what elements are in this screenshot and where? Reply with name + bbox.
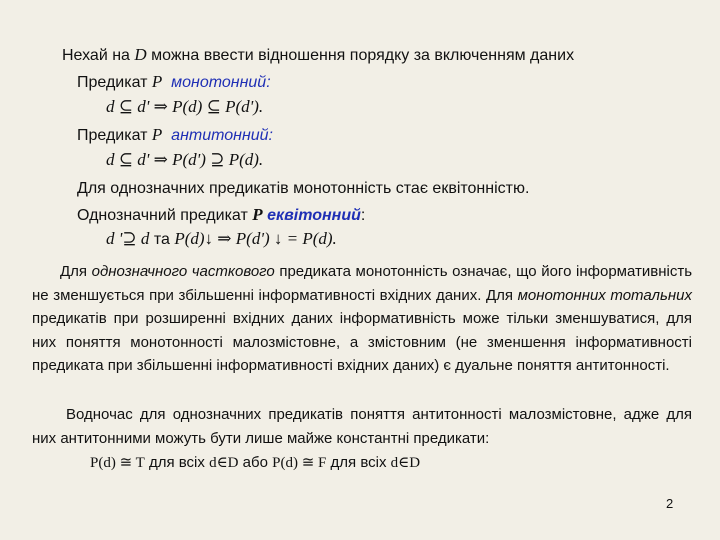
anti-term: антитонний:: [171, 127, 273, 144]
equi-label: Однозначний предикат: [77, 207, 253, 224]
final-t1: для всіх: [144, 454, 210, 471]
page-number: 2: [666, 496, 674, 511]
para1-s2: предиката монотонність означає, що його інформативність не зменшується при збільшенні інформативності вхідних даних. Для: [32, 263, 693, 304]
mono-label: Предикат: [77, 74, 152, 91]
intro-var: D: [134, 45, 147, 64]
anti-var: P: [151, 125, 163, 144]
paragraph-antitonicity: [32, 403, 692, 450]
equi-colon: :: [360, 207, 366, 224]
mono-line: [77, 72, 271, 93]
para1-i2: монотонних тотальних: [517, 286, 692, 304]
mono-formula: d ⊆ d' ⇒ P(d) ⊆ P(d').: [106, 97, 264, 116]
final-f3: P(d) ≅ F: [272, 455, 327, 471]
anti-label: Предикат: [77, 127, 152, 144]
equi-f1: d '⊇ d: [106, 229, 150, 248]
final-f2: d∈D: [209, 455, 239, 471]
intro-pre: Нехай на: [62, 47, 135, 64]
paragraph-monotonicity: [32, 260, 692, 378]
final-f4: d∈D: [390, 455, 421, 471]
para1-s3: предикатів при розширенні вхідних даних інформативність може тільки зменшуватися, для них поняття монотонності малозмістовне, а змістовним (не зменшення інформативності предиката при збільшенні інформативності вхідних даних) є дуальне поняття антитонності.: [32, 310, 692, 374]
equi-line: [77, 205, 365, 226]
final-t3: для всіх: [326, 454, 391, 471]
para1-i1: однозначного часткового: [91, 263, 275, 280]
anti-line: [77, 125, 273, 146]
final-f1: P(d) ≅ T: [90, 455, 145, 471]
final-formula: [90, 453, 420, 472]
equi-and: та: [149, 231, 175, 248]
anti-formula: d ⊆ d' ⇒ P(d') ⊇ P(d).: [106, 150, 264, 169]
para1-s1: Для: [60, 263, 92, 280]
equi-formula: [106, 229, 337, 249]
equi-f2: P(d)↓ ⇒ P(d') ↓ = P(d).: [174, 229, 337, 248]
intro-line: [62, 45, 574, 66]
mono-term: монотонний:: [171, 74, 271, 91]
intro-post: можна ввести відношення порядку за включенням даних: [146, 47, 575, 64]
equi-var: P: [252, 205, 263, 224]
statement-line: Для однозначних предикатів монотонність стає еквітонністю.: [77, 180, 530, 197]
para2-text: Водночас для однозначних предикатів поняття антитонності малозмістовне, адже для них антитонними можуть бути лише майже константні предикати:: [32, 406, 692, 447]
mono-var: P: [151, 72, 163, 91]
final-t2: або: [238, 454, 273, 471]
equi-term: еквітонний: [267, 207, 361, 224]
